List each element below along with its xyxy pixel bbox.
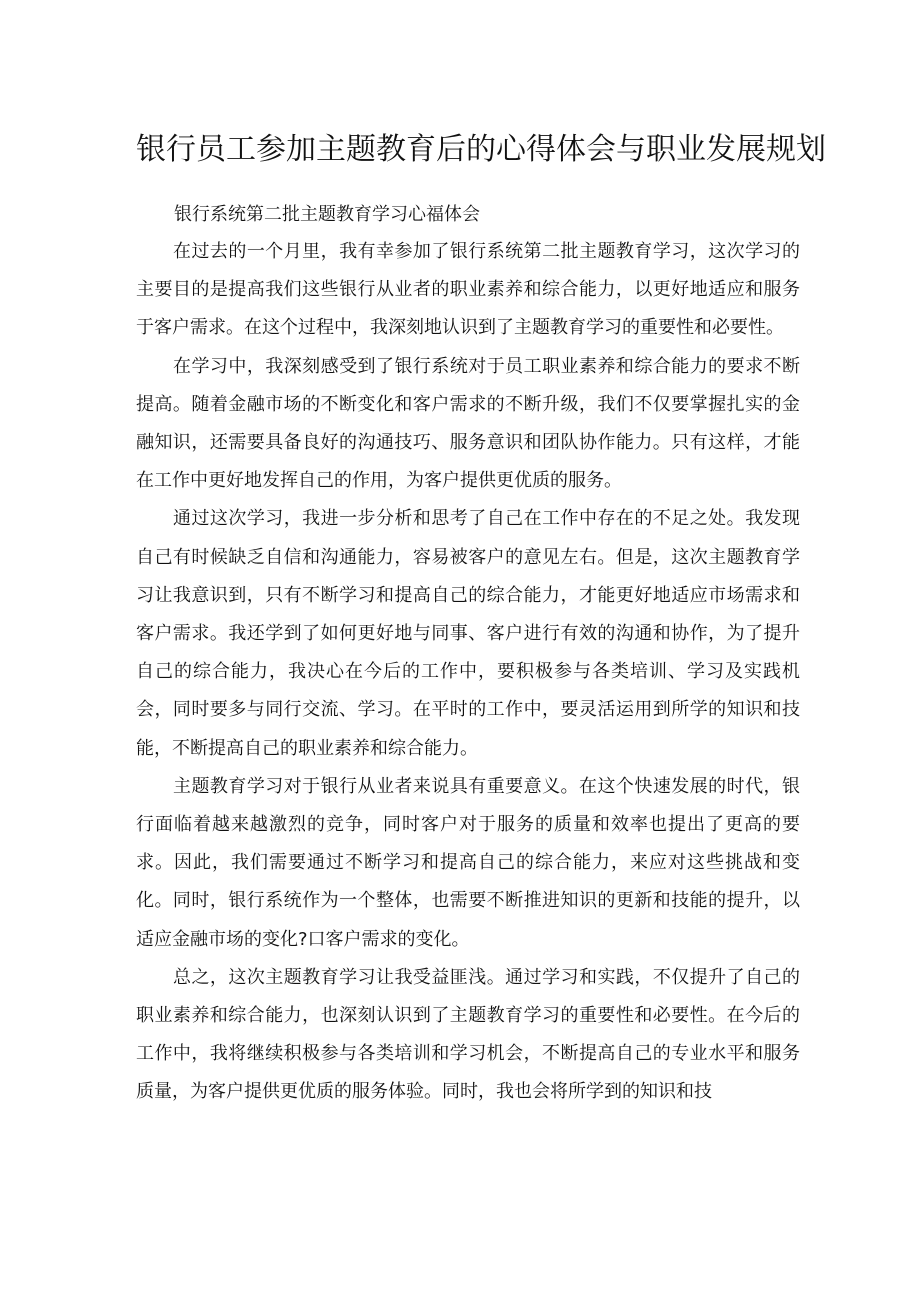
document-body bbox=[136, 233, 800, 1112]
document-subtitle: 银行系统第二批主题教育学习心福体会 bbox=[174, 204, 480, 225]
paragraph: 在过去的一个月里，我有幸参加了银行系统第二批主题教育学习，这次学习的主要目的是提高我们这些银行从业者的职业素养和综合能力，以更好地适应和服务于客户需求。在这个过程中，我深刻地认识到了主题教育学习的重要性和必要性。 bbox=[136, 241, 800, 339]
document-title: 银行员工参加主题教育后的心得体会与职业发展规划 bbox=[136, 132, 826, 167]
paragraph: 在学习中，我深刻感受到了银行系统对于员工职业素养和综合能力的要求不断提高。随着金融市场的不断变化和客户需求的不断升级，我们不仅要掌握扎实的金融知识，还需要具备良好的沟通技巧、服务意识和团队协作能力。只有这样，才能在工作中更好地发挥自己的作用，为客户提供更优质的服务。 bbox=[136, 355, 800, 492]
paragraph: 通过这次学习，我进一步分析和思考了自己在工作中存在的不足之处。我发现自己有时候缺乏自信和沟通能力，容易被客户的意见左右。但是，这次主题教育学习让我意识到，只有不断学习和提高自己的综合能力，才能更好地适应市场需求和客户需求。我还学到了如何更好地与同事、客户进行有效的沟通和协作，为了提升自己的综合能力，我决心在今后的工作中，要积极参与各类培训、学习及实践机会，同时要多与同行交流、学习。在平时的工作中，要灵活运用到所学的知识和技能，不断提高自己的职业素养和综合能力。 bbox=[136, 508, 800, 759]
paragraph: 主题教育学习对于银行从业者来说具有重要意义。在这个快速发展的时代，银行面临着越来越激烈的竞争，同时客户对于服务的质量和效率也提出了更高的要求。因此，我们需要通过不断学习和提高自己的综合能力，来应对这些挑战和变化。同时，银行系统作为一个整体，也需要不断推进知识的更新和技能的提升，以适应金融市场的变化?口客户需求的变化。 bbox=[136, 775, 800, 950]
paragraph: 总之，这次主题教育学习让我受益匪浅。通过学习和实践，不仅提升了自己的职业素养和综合能力，也深刻认识到了主题教育学习的重要性和必要性。在今后的工作中，我将继续积极参与各类培训和学习机会，不断提高自己的专业水平和服务质量，为客户提供更优质的服务体验。同时，我也会将所学到的知识和技 bbox=[136, 966, 800, 1103]
